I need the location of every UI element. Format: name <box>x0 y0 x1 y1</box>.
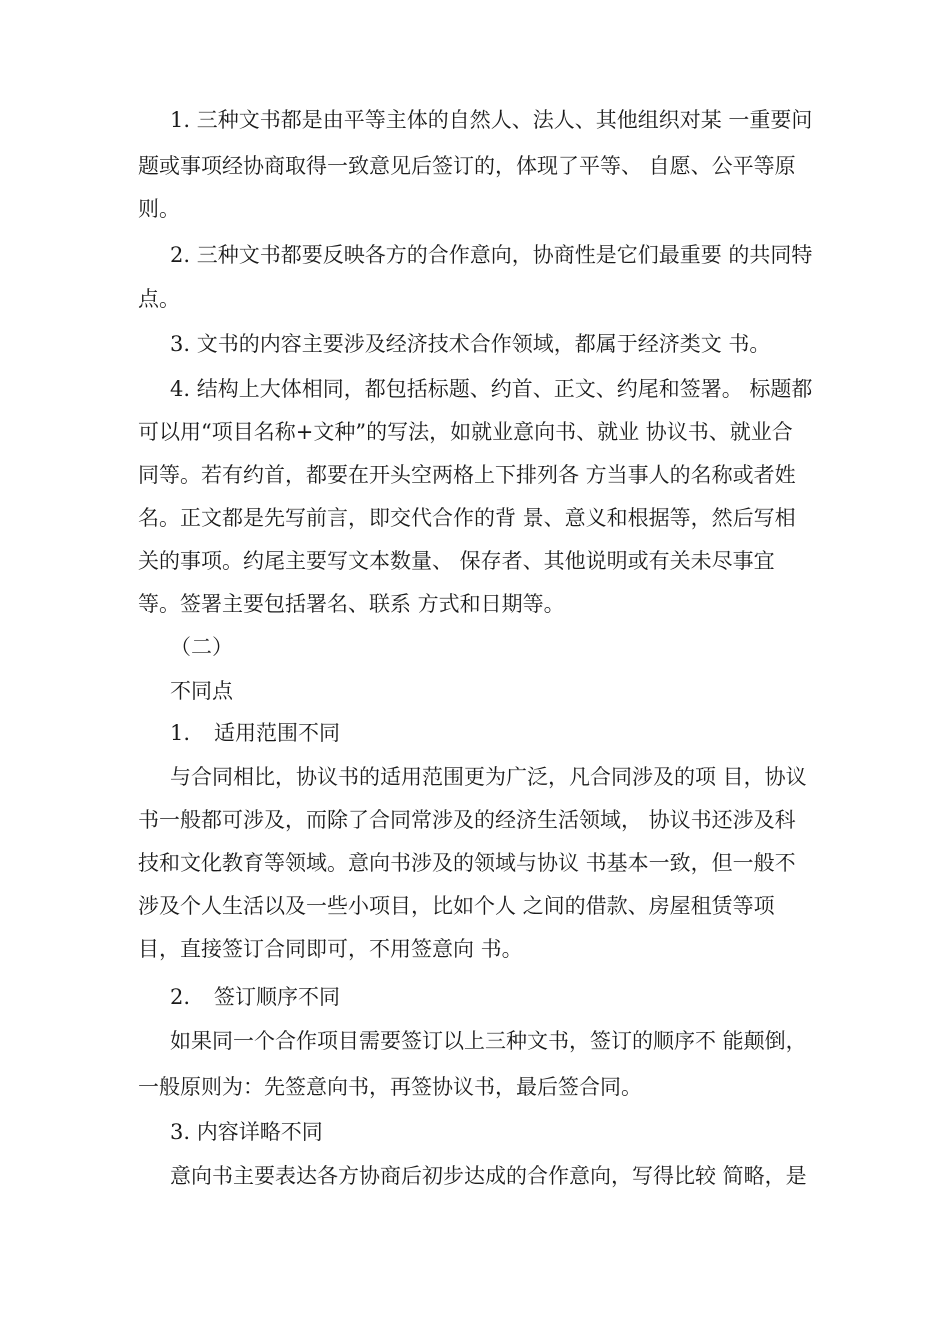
paragraph-4-line-5: 关的事项。约尾主要写文本数量、 保存者、其他说明或有关未尽事宜 <box>138 549 775 573</box>
section-heading-title: 不同点 <box>170 679 233 703</box>
paragraph-2-line-2: 点。 <box>138 287 180 311</box>
item-3-heading: 3. 内容详略不同 <box>170 1120 323 1144</box>
item-1-body-line-1: 与合同相比，协议书的适用范围更为广泛，凡合同涉及的项 目，协议 <box>170 765 807 789</box>
paragraph-4-line-6: 等。签署主要包括署名、联系 方式和日期等。 <box>138 592 565 616</box>
section-heading-number: （二） <box>170 635 233 659</box>
paragraph-3-line-1: 3. 文书的内容主要涉及经济技术合作领域，都属于经济类文 书。 <box>170 332 771 356</box>
paragraph-4-line-4: 名。正文都是先写前言，即交代合作的背 景、意义和根据等，然后写相 <box>138 506 796 530</box>
paragraph-1-line-3: 则。 <box>138 197 180 221</box>
item-1-body-line-3: 技和文化教育等领域。意向书涉及的领域与协议 书基本一致，但一般不 <box>138 851 796 875</box>
paragraph-1-line-2: 题或事项经协商取得一致意见后签订的，体现了平等、 自愿、公平等原 <box>138 154 796 178</box>
item-3-body-line-1: 意向书主要表达各方协商后初步达成的合作意向，写得比较 简略，是 <box>170 1164 807 1188</box>
item-1-title: 适用范围不同 <box>214 721 340 745</box>
paragraph-2-line-1: 2. 三种文书都要反映各方的合作意向，协商性是它们最重要 的共同特 <box>170 243 813 267</box>
item-2-body-line-2: 一般原则为：先签意向书，再签协议书，最后签合同。 <box>138 1075 642 1099</box>
item-2-body-line-1: 如果同一个合作项目需要签订以上三种文书，签订的顺序不 能颠倒， <box>170 1029 807 1053</box>
paragraph-4-line-2: 可以用“项目名称+文种”的写法，如就业意向书、就业 协议书、就业合 <box>138 420 793 444</box>
paragraph-4-line-1: 4. 结构上大体相同，都包括标题、约首、正文、约尾和签署。 标题都 <box>170 377 813 401</box>
item-1-heading <box>170 719 340 747</box>
item-2-heading <box>170 983 340 1011</box>
item-2-title: 签订顺序不同 <box>214 985 340 1009</box>
item-2-number: 2. <box>170 985 191 1009</box>
paragraph-1-line-1: 1. 三种文书都是由平等主体的自然人、法人、其他组织对某 一重要问 <box>170 108 813 132</box>
item-1-body-line-4: 涉及个人生活以及一些小项目，比如个人 之间的借款、房屋租赁等项 <box>138 894 775 918</box>
paragraph-4-line-3: 同等。若有约首，都要在开头空两格上下排列各 方当事人的名称或者姓 <box>138 463 796 487</box>
item-1-body-line-2: 书一般都可涉及，而除了合同常涉及的经济生活领域， 协议书还涉及科 <box>138 808 796 832</box>
item-1-number: 1. <box>170 721 191 745</box>
item-1-body-line-5: 目，直接签订合同即可，不用签意向 书。 <box>138 937 523 961</box>
